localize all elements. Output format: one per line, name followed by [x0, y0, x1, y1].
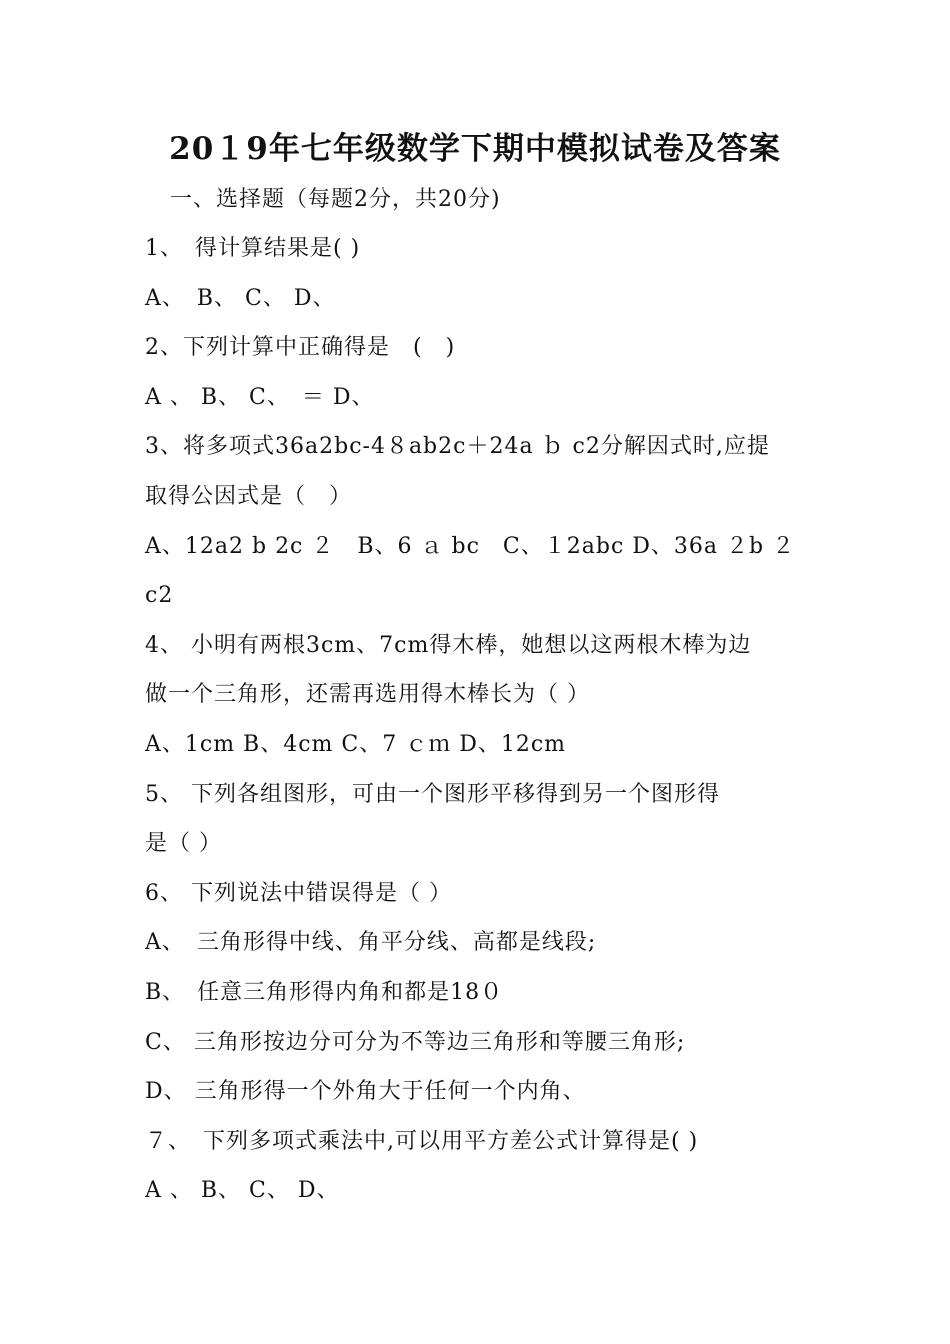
question-2-options: A 、 B、 C、 ＝ D、: [145, 385, 375, 410]
question-5: 5、 下列各组图形，可由一个图形平移得到另一个图形得: [145, 782, 720, 807]
question-3: 3、将多项式36a2bc-4８ab2c＋24a ｂ c2分解因式时,应提: [145, 434, 770, 459]
question-4: 4、 小明有两根3cm、7cm得木棒，她想以这两根木棒为边: [145, 633, 752, 658]
question-6-option-c: C、 三角形按边分可分为不等边三角形和等腰三角形;: [145, 1030, 686, 1055]
question-7: ７、 下列多项式乘法中,可以用平方差公式计算得是( ): [145, 1129, 699, 1154]
question-2: 2、下列计算中正确得是 ( ): [145, 335, 456, 360]
question-6-option-d: D、 三角形得一个外角大于任何一个内角、: [145, 1079, 586, 1104]
question-1-options: A、 B、 C、 D、: [145, 286, 336, 311]
question-5-continued: 是（ ）: [145, 831, 222, 856]
question-3-continued: 取得公因式是（ ）: [145, 484, 353, 509]
section-heading: 一、选择题（每题2分，共20分): [170, 187, 501, 212]
question-3-options: A、12a2 b 2c ２ B、6 ａ bc C、１2abc D、36a ２b ２: [145, 534, 796, 559]
question-1: 1、 得计算结果是( ): [145, 236, 361, 261]
question-6: 6、 下列说法中错误得是（ ）: [145, 881, 452, 906]
question-7-options: A 、 B、 C、 D、: [145, 1178, 340, 1203]
question-6-option-a: A、 三角形得中线、角平分线、高都是线段;: [145, 930, 597, 955]
question-3-options-continued: c2: [145, 583, 174, 608]
document-title: 20１9年七年级数学下期中模拟试卷及答案: [169, 131, 781, 167]
question-4-options: A、1cm B、4cm C、7 ｃｍ D、12cm: [145, 732, 567, 757]
question-4-continued: 做一个三角形，还需再选用得木棒长为（ ）: [145, 682, 590, 707]
question-6-option-b: B、 任意三角形得内角和都是18０: [145, 980, 504, 1005]
